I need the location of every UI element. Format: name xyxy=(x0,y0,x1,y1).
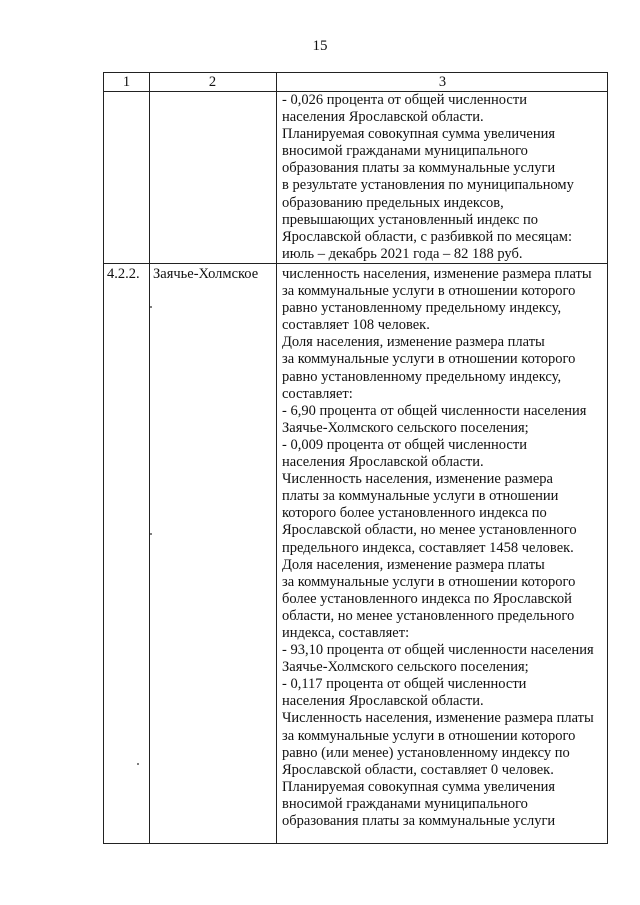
column-divider-2 xyxy=(276,73,277,843)
continuation-cell-text: - 0,026 процента от общей численности населения Ярославской области. Планируемая совокупная сумма увеличения вносимой гражданами муниципального образования платы за коммунальные услуги в результате установления по муниципальному образованию предельных индексов, превышающих установленный индекс по Ярославской области, с разбивкой по месяцам: июль – декабрь 2021 года – 82 188 руб. xyxy=(282,92,574,262)
scan-speck xyxy=(137,763,139,765)
column-header-1: 1 xyxy=(122,74,131,90)
row-divider xyxy=(104,263,607,264)
scan-speck xyxy=(150,306,152,308)
row-number: 4.2.2. xyxy=(107,266,140,282)
column-header-2: 2 xyxy=(208,74,217,90)
row-settlement-name: Заячье-Холмское xyxy=(153,266,259,282)
row-description-text: численность населения, изменение размера платы за коммунальные услуги в отношении которого равно установленному предельному индексу, составляет 108 человек. Доля населения, изменение размера платы за коммунальные услуги в отношении которого равно установленному предельному индексу, составляет: - 6,90 процента от общей численности населения Заячье-Холмского сельского поселения; - 0,009 процента от общей численности населения Ярославской области. Численность населения, изменение размера платы за коммунальные услуги в отношении которого более установленного индекса по Ярославской области, но менее установленного предельного индекса, составляет 1458 человек. Доля населения, изменение размера платы за коммунальные услуги в отношении которого более установленного индекса по Ярославской области, но менее установленного предельного индекса, составляет: - 93,10 процента от общей численности населения Заячье-Холмского сельского поселения; - 0,117 процента от общей численности населения Ярославской области. Численность населения, изменение размера платы за коммунальные услуги в отношении которого равно (или менее) установленному индексу по Ярославской области, составляет 0 человек. Планируемая совокупная сумма увеличения вносимой гражданами муниципального образования платы за коммунальные услуги xyxy=(282,266,594,829)
page-number: 15 xyxy=(312,38,328,54)
scan-speck xyxy=(150,533,152,535)
column-divider-1 xyxy=(149,73,150,843)
column-header-3: 3 xyxy=(438,74,447,90)
document-table xyxy=(103,72,608,844)
